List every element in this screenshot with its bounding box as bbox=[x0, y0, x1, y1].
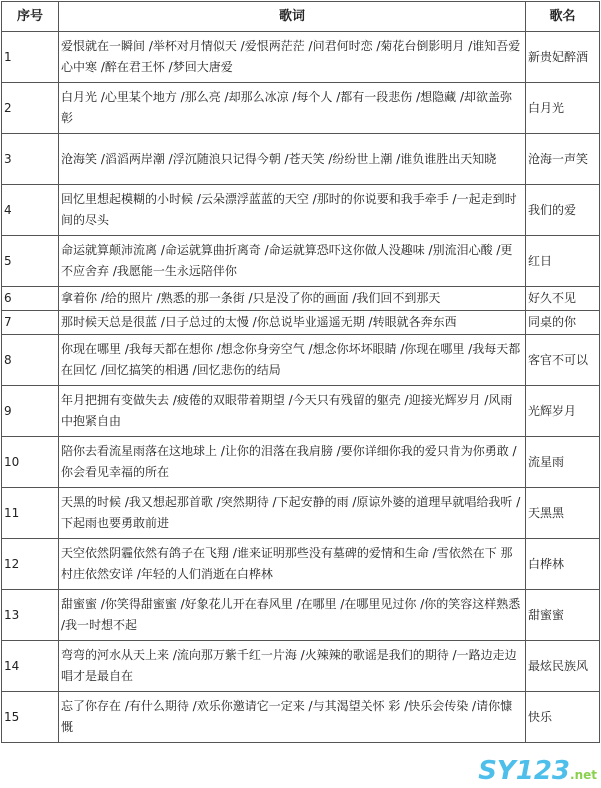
header-row bbox=[2, 2, 600, 32]
row-index: 14 bbox=[2, 641, 59, 692]
row-index: 4 bbox=[2, 185, 59, 236]
row-song-title: 新贵妃醉酒 bbox=[526, 32, 600, 83]
row-lyrics: 拿着你 /给的照片 /熟悉的那一条街 /只是没了你的画面 /我们回不到那天 bbox=[59, 287, 526, 311]
row-lyrics: 回忆里想起模糊的小时候 /云朵漂浮蓝蓝的天空 /那时的你说要和我手牵手 /一起走到时间的尽头 bbox=[59, 185, 526, 236]
row-index: 7 bbox=[2, 311, 59, 335]
table-row bbox=[2, 236, 600, 287]
row-song-title: 最炫民族风 bbox=[526, 641, 600, 692]
row-song-title: 我们的爱 bbox=[526, 185, 600, 236]
row-index: 12 bbox=[2, 539, 59, 590]
row-index: 2 bbox=[2, 83, 59, 134]
table-row bbox=[2, 287, 600, 311]
table-row bbox=[2, 437, 600, 488]
row-index: 10 bbox=[2, 437, 59, 488]
lyrics-table bbox=[1, 1, 600, 743]
row-lyrics: 爱恨就在一瞬间 /举杯对月情似天 /爱恨两茫茫 /问君何时恋 /菊花台倒影明月 /谁知吾爱心中寒 /醉在君王怀 /梦回大唐爱 bbox=[59, 32, 526, 83]
row-lyrics: 沧海笑 /滔滔两岸潮 /浮沉随浪只记得今朝 /苍天笑 /纷纷世上潮 /谁负谁胜出天知晓 bbox=[59, 134, 526, 185]
header-lyrics: 歌词 bbox=[59, 2, 526, 32]
row-lyrics: 天空依然阴霾依然有鸽子在飞翔 /谁来证明那些没有墓碑的爱情和生命 /雪依然在下 那村庄依然安详 /年轻的人们消逝在白桦林 bbox=[59, 539, 526, 590]
table-row bbox=[2, 83, 600, 134]
table-row bbox=[2, 488, 600, 539]
row-lyrics: 天黑的时候 /我又想起那首歌 /突然期待 /下起安静的雨 /原谅外婆的道理早就唱给我听 /下起雨也要勇敢前进 bbox=[59, 488, 526, 539]
row-lyrics: 年月把拥有变做失去 /疲倦的双眼带着期望 /今天只有残留的躯壳 /迎接光辉岁月 /风雨中抱紧自由 bbox=[59, 386, 526, 437]
row-lyrics: 弯弯的河水从天上来 /流向那万紫千红一片海 /火辣辣的歌谣是我们的期待 /一路边走边唱才是最自在 bbox=[59, 641, 526, 692]
table-row bbox=[2, 386, 600, 437]
row-index: 9 bbox=[2, 386, 59, 437]
row-index: 13 bbox=[2, 590, 59, 641]
row-index: 5 bbox=[2, 236, 59, 287]
table-row bbox=[2, 641, 600, 692]
row-song-title: 天黑黑 bbox=[526, 488, 600, 539]
row-song-title: 沧海一声笑 bbox=[526, 134, 600, 185]
row-song-title: 客官不可以 bbox=[526, 335, 600, 386]
header-song: 歌名 bbox=[526, 2, 600, 32]
row-lyrics: 命运就算颠沛流离 /命运就算曲折离奇 /命运就算恐吓这你做人没趣味 /别流泪心酸 /更不应舍弃 /我愿能一生永远陪伴你 bbox=[59, 236, 526, 287]
row-index: 1 bbox=[2, 32, 59, 83]
row-song-title: 白月光 bbox=[526, 83, 600, 134]
row-index: 3 bbox=[2, 134, 59, 185]
table-row bbox=[2, 311, 600, 335]
row-song-title: 快乐 bbox=[526, 692, 600, 743]
row-song-title: 同桌的你 bbox=[526, 311, 600, 335]
table-row bbox=[2, 32, 600, 83]
row-lyrics: 甜蜜蜜 /你笑得甜蜜蜜 /好象花儿开在春风里 /在哪里 /在哪里见过你 /你的笑容这样熟悉 /我一时想不起 bbox=[59, 590, 526, 641]
row-song-title: 好久不见 bbox=[526, 287, 600, 311]
site-watermark-logo: SY123.net bbox=[478, 756, 597, 786]
table-row bbox=[2, 539, 600, 590]
table-row bbox=[2, 335, 600, 386]
row-lyrics: 陪你去看流星雨落在这地球上 /让你的泪落在我肩膀 /要你详细你我的爱只肯为你勇敢 /你会看见幸福的所在 bbox=[59, 437, 526, 488]
row-lyrics: 忘了你存在 /有什么期待 /欢乐你邀请它一定来 /与其渴望关怀 彩 /快乐会传染 /请你慷慨 bbox=[59, 692, 526, 743]
row-index: 8 bbox=[2, 335, 59, 386]
table-row bbox=[2, 185, 600, 236]
table-row bbox=[2, 692, 600, 743]
row-lyrics: 你现在哪里 /我每天都在想你 /想念你身旁空气 /想念你坏坏眼睛 /你现在哪里 /我每天都在回忆 /回忆搞笑的相遇 /回忆悲伤的结局 bbox=[59, 335, 526, 386]
row-index: 6 bbox=[2, 287, 59, 311]
row-lyrics: 白月光 /心里某个地方 /那么亮 /却那么冰凉 /每个人 /都有一段悲伤 /想隐藏 /却欲盖弥彰 bbox=[59, 83, 526, 134]
row-song-title: 白桦林 bbox=[526, 539, 600, 590]
row-index: 11 bbox=[2, 488, 59, 539]
row-song-title: 流星雨 bbox=[526, 437, 600, 488]
table-row bbox=[2, 590, 600, 641]
header-index: 序号 bbox=[2, 2, 59, 32]
row-index: 15 bbox=[2, 692, 59, 743]
row-song-title: 光辉岁月 bbox=[526, 386, 600, 437]
row-song-title: 红日 bbox=[526, 236, 600, 287]
table-row bbox=[2, 134, 600, 185]
row-lyrics: 那时候天总是很蓝 /日子总过的太慢 /你总说毕业遥遥无期 /转眼就各奔东西 bbox=[59, 311, 526, 335]
row-song-title: 甜蜜蜜 bbox=[526, 590, 600, 641]
